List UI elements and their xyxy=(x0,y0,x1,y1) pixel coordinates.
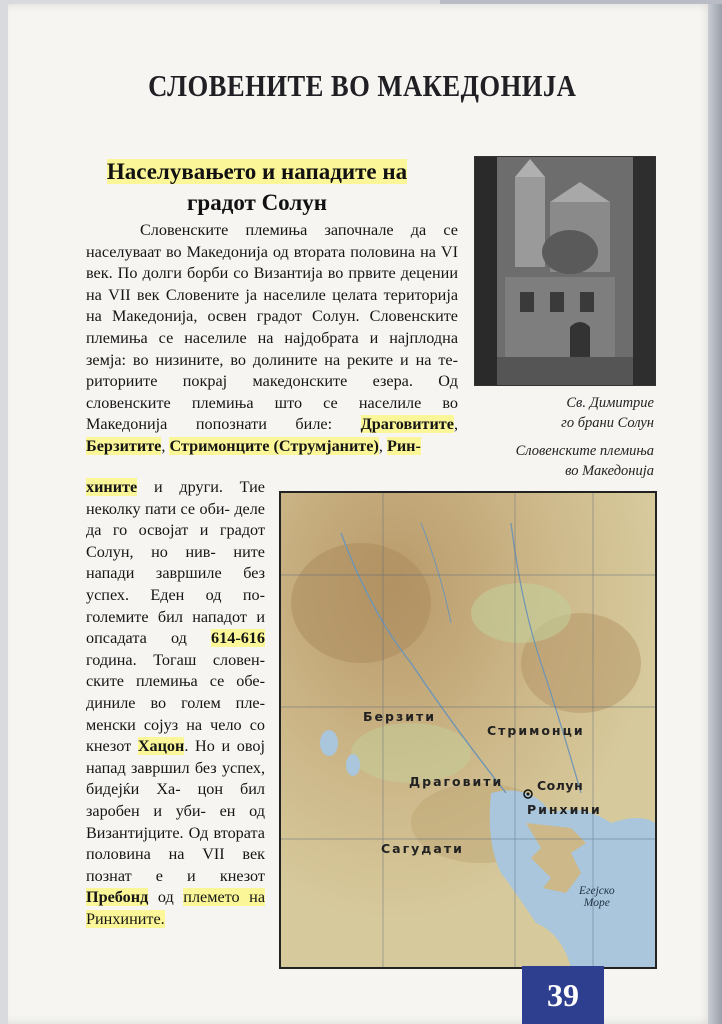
text-line: големите бил нападот xyxy=(86,607,247,626)
text-line: на VI век. По долги борби со Византија во xyxy=(86,242,459,283)
prince-prebond: Пребонд xyxy=(86,888,149,907)
tribe-strimonci: Стримонците (Струмјаните) xyxy=(169,436,379,455)
prince-hacon: Хацон xyxy=(137,737,185,756)
map-label-berziti: Берзити xyxy=(363,709,436,724)
text-line: освен градот Солун. Словенските племиња се xyxy=(86,307,458,347)
text-punct: , xyxy=(378,436,387,455)
text-line: градот Солун, но нив- xyxy=(86,521,266,561)
text-line: населиле на најдобрата и најплодна земја: во xyxy=(86,328,459,369)
text-line: Македонија попознати биле: xyxy=(86,415,361,434)
text-line: словенските племиња што се населиле во xyxy=(86,393,458,412)
tribe-berziti: Берзитите xyxy=(86,436,162,455)
text-punct: , xyxy=(161,436,170,455)
text-line: . Но и xyxy=(184,737,231,756)
text-line: Од втората половина xyxy=(86,823,265,864)
text-line: овој напад завршил xyxy=(86,737,266,777)
text-line: населиле целата територија на Македонија, xyxy=(86,285,459,326)
slavic-tribes-map xyxy=(279,491,657,969)
map-label-strimonci: Стримонци xyxy=(487,723,585,738)
text-line: првите децении на VII век Словените ја xyxy=(86,264,458,304)
section-title xyxy=(92,156,422,218)
map-label-solun: Солун xyxy=(537,778,584,793)
map-caption xyxy=(516,441,654,481)
tribe-rinhini-part1: Рин- xyxy=(386,436,421,455)
text-line: населуваат во Македонија од втората половина xyxy=(86,242,416,261)
text-line: риториите покрај македонските езера. Од xyxy=(86,372,458,391)
text-punct: , xyxy=(453,415,458,434)
map-label-dragoviti: Драговити xyxy=(409,774,504,789)
page-top-edge xyxy=(440,0,722,4)
fresco-image xyxy=(474,156,656,386)
text-line: низините, во долините на реките и на те- xyxy=(155,350,459,369)
tribe-dragoviti: Драговитите xyxy=(360,415,454,434)
map-label-rinhini: Ринхини xyxy=(527,802,602,817)
text-line: и други. Тие xyxy=(137,478,265,496)
text-line: ните напади завршиле xyxy=(86,542,265,583)
text-line: цон бил заробен и уби- xyxy=(86,780,265,820)
text-line: и опсадата од xyxy=(86,607,265,648)
text-line: ските племиња се обе- xyxy=(86,672,265,691)
chapter-title: СЛОВЕНИТЕ ВО МАКЕДОНИЈА xyxy=(148,68,577,103)
map-label-aegean-sea xyxy=(579,885,615,909)
text-line: Словенските племиња започнале да се xyxy=(140,221,458,239)
siege-years: 614-616 xyxy=(211,629,265,648)
caption-line: го брани Солун xyxy=(561,415,654,431)
tribe-rinhini-part2: хините xyxy=(86,478,138,496)
fresco-illustration xyxy=(475,157,655,385)
section-title-line1: Населувањето и нападите на xyxy=(106,159,408,184)
text-line: без успех. Еден од по- xyxy=(86,564,265,604)
body-text-top xyxy=(86,220,458,458)
caption-line: во Македонија xyxy=(565,463,654,479)
text-line: без успех, бидејќи Ха- xyxy=(86,758,265,799)
text-line: година. Тогаш словен- xyxy=(86,650,265,669)
text-line: од xyxy=(148,888,174,907)
sea-label-line: Море xyxy=(583,897,610,909)
text-line: племето на Ринхините. xyxy=(86,888,265,928)
text-line: диниле во голем пле- xyxy=(86,693,265,712)
text-line: менски сојуз на чело xyxy=(86,715,242,734)
section-title-line2: градот Солун xyxy=(186,190,328,215)
text-line: неколку пати се оби- xyxy=(86,499,230,518)
page-number: 39 xyxy=(522,966,604,1024)
text-line: кнезот xyxy=(219,866,265,885)
text-line: на VII век познат е и xyxy=(86,845,265,885)
body-text-left xyxy=(86,477,265,930)
text-line: ен од Византијците. xyxy=(86,801,265,842)
map-label-sagudati: Сагудати xyxy=(381,841,464,856)
caption-line: Словенските племиња xyxy=(515,443,654,459)
page-edge xyxy=(708,0,722,1024)
text-line: со кнезот xyxy=(86,715,265,756)
fresco-caption xyxy=(561,393,654,433)
body-paragraph xyxy=(86,220,458,458)
text-line: деле да го освојат и xyxy=(86,499,265,540)
caption-line: Св. Димитрие xyxy=(566,395,654,411)
sea-label-line: Егејско xyxy=(579,885,615,897)
